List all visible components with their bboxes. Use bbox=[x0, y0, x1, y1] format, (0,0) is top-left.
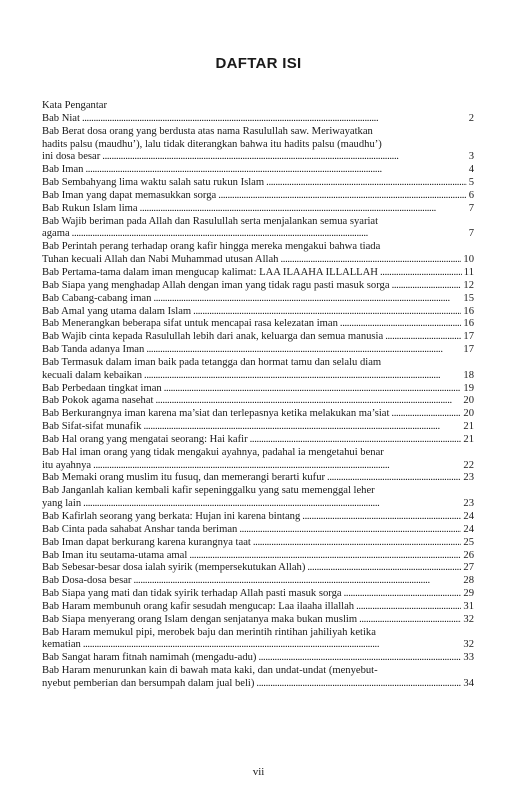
toc-entry-label: Bab Iman bbox=[42, 164, 84, 176]
toc-entry-line bbox=[42, 575, 474, 588]
toc-entry-label: Bab Iman yang dapat memasukkan sorga bbox=[42, 189, 217, 201]
dot-leader bbox=[189, 550, 461, 563]
toc-entry-label: Bab Sifat-sifat munafik bbox=[42, 421, 142, 433]
toc-entry-text-line: Bab Hal iman orang yang tidak mengakui ayahnya, padahal ia mengetahui benar bbox=[42, 446, 384, 458]
toc-entry-page: 32 bbox=[463, 613, 474, 625]
toc-entry-line bbox=[42, 498, 474, 511]
dot-leader bbox=[143, 421, 461, 434]
toc-entry-page: 17 bbox=[463, 331, 474, 343]
toc-entry-line bbox=[42, 408, 474, 421]
toc-entry-label: agama bbox=[42, 228, 70, 240]
toc-entry bbox=[42, 280, 474, 293]
toc-entry bbox=[42, 665, 474, 691]
toc-entry-page: 29 bbox=[463, 588, 474, 600]
toc-entry-page: 16 bbox=[463, 305, 474, 317]
toc-entry-line bbox=[42, 164, 474, 177]
toc-entry-label: Bab Sembahyang lima waktu salah satu rukun Islam bbox=[42, 177, 265, 189]
toc-entry bbox=[42, 331, 474, 344]
toc-entry-page: 11 bbox=[463, 266, 474, 278]
toc-entry-label: ini dosa besar bbox=[42, 151, 101, 163]
toc-entry-label: Bab Siapa yang menghadap Allah dengan iman yang tidak ragu pasti masuk sorga bbox=[42, 279, 390, 291]
toc-entry-label: Bab Haram membunuh orang kafir sesudah mengucap: Laa ilaaha illallah bbox=[42, 600, 355, 612]
toc-entry-line bbox=[42, 614, 474, 627]
toc-entry-line bbox=[42, 318, 474, 331]
dot-leader bbox=[380, 267, 462, 280]
toc-entry-line bbox=[42, 652, 474, 665]
toc-entry-label: Bab Hal orang yang mengatai seorang: Hai kafir bbox=[42, 433, 248, 445]
toc-entry-page: 2 bbox=[468, 112, 474, 124]
dot-leader bbox=[218, 190, 466, 203]
toc-entry-label: Bab Perbedaan tingkat iman bbox=[42, 382, 162, 394]
toc-entry bbox=[42, 447, 474, 473]
toc-intro: Kata Pengantar bbox=[42, 100, 108, 111]
toc-entry-line bbox=[42, 537, 474, 550]
toc-entry-page: 24 bbox=[463, 511, 474, 522]
toc-entry-line bbox=[42, 421, 474, 434]
toc-entry bbox=[42, 511, 474, 524]
toc-entry-page: 6 bbox=[468, 189, 474, 201]
toc-entry-label: Bab Siapa yang mati dan tidak syirik terhadap Allah pasti masuk sorga bbox=[42, 588, 342, 600]
toc-entry-label: Bab Cinta pada sahabat Anshar tanda beriman bbox=[42, 523, 238, 535]
toc-entry bbox=[42, 164, 474, 177]
dot-leader bbox=[83, 498, 461, 511]
toc-entry-label: Bab Memaki orang muslim itu fusuq, dan memerangi berarti kufur bbox=[42, 472, 326, 484]
dot-leader bbox=[144, 370, 461, 383]
dot-leader bbox=[239, 524, 461, 537]
toc-entry bbox=[42, 113, 474, 126]
toc-entry bbox=[42, 588, 474, 601]
dot-leader bbox=[164, 383, 462, 396]
toc-entry-page: 20 bbox=[463, 408, 474, 420]
toc-entry bbox=[42, 383, 474, 396]
toc-entry-line bbox=[42, 395, 474, 408]
toc-entry-line bbox=[42, 177, 474, 190]
toc-entry bbox=[42, 652, 474, 665]
toc-entry bbox=[42, 614, 474, 627]
toc-entry-text-line: hadits palsu (maudhu’), lalu tidak diterangkan bahwa itu hadits palsu (maudhu’) bbox=[42, 138, 382, 150]
toc-entry-line bbox=[42, 280, 474, 293]
toc-entry-line bbox=[42, 344, 474, 357]
toc-entry-page: 18 bbox=[463, 369, 474, 381]
dot-leader bbox=[83, 639, 462, 652]
toc-entry bbox=[42, 344, 474, 357]
toc-entry bbox=[42, 306, 474, 319]
toc-entry-line bbox=[42, 370, 474, 383]
toc-entry bbox=[42, 575, 474, 588]
toc-entry-page: 25 bbox=[463, 536, 474, 548]
toc-entry-label: nyebut pemberian dan bersumpah dalam jual beli) bbox=[42, 677, 255, 689]
toc-entry-line bbox=[42, 588, 474, 601]
toc-entry bbox=[42, 177, 474, 190]
toc-entry-line bbox=[42, 550, 474, 563]
dot-leader bbox=[102, 151, 466, 164]
page-title: DAFTAR ISI bbox=[215, 55, 302, 72]
toc-entry-line bbox=[42, 203, 474, 216]
toc-entry-page: 4 bbox=[468, 164, 474, 176]
dot-leader bbox=[82, 113, 467, 126]
toc-entry-line bbox=[42, 293, 474, 306]
toc-entry-page: 23 bbox=[463, 498, 474, 510]
toc-entry bbox=[42, 550, 474, 563]
toc-entry bbox=[42, 485, 474, 511]
toc-entry-text-line: Bab Haram memukul pipi, merobek baju dan merintih rintihan jahiliyah ketika bbox=[42, 626, 376, 638]
toc-entry-line bbox=[42, 331, 474, 344]
toc-entry-page: 33 bbox=[463, 652, 474, 664]
toc-entry bbox=[42, 601, 474, 614]
toc-entry-text-line: Bab Perintah perang terhadap orang kafir hingga mereka mengakui bahwa tiada bbox=[42, 241, 381, 253]
toc-entry-label: Bab Cabang-cabang iman bbox=[42, 292, 152, 304]
toc-entry-line bbox=[42, 228, 474, 241]
dot-leader bbox=[327, 472, 461, 485]
toc-entry-line bbox=[42, 460, 474, 473]
toc-entry-label: Bab Iman dapat berkurang karena kurangnya taat bbox=[42, 536, 251, 548]
toc-entry-page: 5 bbox=[468, 177, 474, 189]
toc-entry-label: Bab Menerangkan beberapa sifat untuk mencapai rasa kelezatan iman bbox=[42, 318, 338, 330]
dot-leader bbox=[72, 228, 467, 241]
toc-entry bbox=[42, 293, 474, 306]
toc-entry-label: Bab Sebesar-besar dosa ialah syirik (mempersekutukan Allah) bbox=[42, 562, 306, 574]
dot-leader bbox=[193, 306, 461, 319]
toc-entry-line bbox=[42, 524, 474, 537]
toc-entry-text-line: Bab Berat dosa orang yang berdusta atas nama Rasulullah saw. Meriwayatkan bbox=[42, 125, 373, 137]
toc-entry-page: 19 bbox=[463, 382, 474, 394]
dot-leader bbox=[146, 344, 461, 357]
toc-entry-label: kecuali dalam kebaikan bbox=[42, 369, 143, 381]
toc-entry-page: 21 bbox=[463, 433, 474, 445]
toc-entry-page: 7 bbox=[468, 228, 474, 240]
toc-entry-line bbox=[42, 383, 474, 396]
toc-entry bbox=[42, 267, 474, 280]
dot-leader bbox=[356, 601, 461, 614]
toc-entry-page: 7 bbox=[468, 202, 474, 214]
toc-entry bbox=[42, 395, 474, 408]
toc-entry-label: kematian bbox=[42, 639, 81, 651]
toc-entry-page: 12 bbox=[463, 279, 474, 291]
dot-leader bbox=[302, 511, 461, 524]
toc-entry-page: 3 bbox=[468, 151, 474, 163]
toc-entry-label: Bab Wajib cinta kepada Rasulullah lebih dari anak, keluarga dan semua manusia bbox=[42, 331, 384, 343]
toc-entry bbox=[42, 562, 474, 575]
dot-leader bbox=[391, 408, 461, 421]
dot-leader bbox=[156, 395, 462, 408]
toc-entry-line bbox=[42, 511, 474, 524]
toc-entry-line bbox=[42, 434, 474, 447]
toc-entry-line bbox=[42, 562, 474, 575]
toc-entry-label: Bab Niat bbox=[42, 112, 80, 124]
toc-entry-label: Bab Berkurangnya iman karena ma’siat dan terlepasnya ketika melakukan ma’siat bbox=[42, 408, 390, 420]
toc-entry-line bbox=[42, 254, 474, 267]
toc-entry bbox=[42, 434, 474, 447]
dot-leader bbox=[256, 678, 461, 691]
page-number: vii bbox=[252, 766, 265, 778]
toc-entry-page: 34 bbox=[463, 677, 474, 689]
toc-entry bbox=[42, 537, 474, 550]
dot-leader bbox=[133, 575, 461, 588]
dot-leader bbox=[253, 537, 462, 550]
toc-entry-line bbox=[42, 639, 474, 652]
toc-entry-label: itu ayahnya bbox=[42, 459, 92, 471]
toc-entry-label: Bab Siapa menyerang orang Islam dengan senjatanya maka bukan muslim bbox=[42, 613, 358, 625]
toc-entry-page: 22 bbox=[463, 459, 474, 471]
toc-entry bbox=[42, 421, 474, 434]
toc-entry-page: 20 bbox=[463, 395, 474, 407]
toc-entry-page: 26 bbox=[463, 549, 474, 561]
dot-leader bbox=[153, 293, 461, 306]
toc-entry-line bbox=[42, 601, 474, 614]
dot-leader bbox=[344, 588, 462, 601]
toc-entry-label: Bab Sangat haram fitnah namimah (mengadu-adu) bbox=[42, 652, 257, 664]
toc-entry-text-line: Bab Termasuk dalam iman baik pada tetangga dan hormat tamu dan selalu diam bbox=[42, 356, 382, 368]
toc-entry-line bbox=[42, 472, 474, 485]
toc-entry-page: 17 bbox=[463, 344, 474, 356]
toc-entry bbox=[42, 190, 474, 203]
toc-entry-text-line: Bab Wajib beriman pada Allah dan Rasulullah serta menjalankan semua syariat bbox=[42, 215, 379, 227]
dot-leader bbox=[85, 164, 466, 177]
toc-entry-line bbox=[42, 151, 474, 164]
toc-entry-page: 32 bbox=[463, 639, 474, 651]
toc-entry-label: Bab Rukun Islam lima bbox=[42, 202, 138, 214]
toc-entry-page: 23 bbox=[463, 472, 474, 484]
toc-entry bbox=[42, 241, 474, 267]
toc-entry bbox=[42, 357, 474, 383]
dot-leader bbox=[93, 460, 461, 473]
dot-leader bbox=[340, 318, 462, 331]
toc-entry-text-line: Bab Janganlah kalian kembali kafir sepeninggalku yang satu memenggal leher bbox=[42, 485, 375, 497]
toc-entry-line bbox=[42, 678, 474, 691]
dot-leader bbox=[280, 254, 461, 267]
toc-entry-label: Bab Pokok agama nasehat bbox=[42, 395, 154, 407]
toc-entry-line bbox=[42, 306, 474, 319]
toc-entry-line bbox=[42, 190, 474, 203]
toc-entry bbox=[42, 627, 474, 653]
toc-entry-page: 10 bbox=[463, 254, 474, 266]
dot-leader bbox=[385, 331, 461, 344]
dot-leader bbox=[392, 280, 462, 293]
toc-entry-page: 28 bbox=[463, 575, 474, 587]
toc-entry-label: Bab Pertama-tama dalam iman mengucap kalimat: LAA ILAAHA ILLALLAH bbox=[42, 266, 378, 278]
toc-entry-line bbox=[42, 267, 474, 280]
toc-entry bbox=[42, 408, 474, 421]
toc-entry-label: yang lain bbox=[42, 498, 82, 510]
toc-entry-label: Bab Tanda adanya Iman bbox=[42, 344, 145, 356]
toc-entry-label: Bab Iman itu seutama-utama amal bbox=[42, 549, 188, 561]
toc-entry-text-line: Bab Haram menurunkan kain di bawah mata kaki, dan undat-undat (menyebut- bbox=[42, 665, 378, 677]
toc-entry-page: 15 bbox=[463, 292, 474, 304]
toc-entry-page: 27 bbox=[463, 562, 474, 574]
dot-leader bbox=[258, 652, 461, 665]
toc-entry-page: 24 bbox=[463, 523, 474, 535]
toc-entry bbox=[42, 126, 474, 165]
toc-entry-page: 31 bbox=[463, 600, 474, 612]
dot-leader bbox=[307, 562, 461, 575]
toc-entry bbox=[42, 203, 474, 216]
toc-entry-line bbox=[42, 113, 474, 126]
toc-entry bbox=[42, 472, 474, 485]
table-of-contents bbox=[42, 100, 474, 691]
dot-leader bbox=[266, 177, 467, 190]
dot-leader bbox=[140, 203, 467, 216]
toc-entry-label: Bab Kafirlah seorang yang berkata: Hujan ini karena bintang bbox=[42, 511, 301, 522]
toc-entry-page: 21 bbox=[463, 421, 474, 433]
toc-entry-label: Tuhan kecuali Allah dan Nabi Muhammad utusan Allah bbox=[42, 254, 279, 266]
dot-leader bbox=[359, 614, 461, 627]
toc-entries bbox=[42, 113, 474, 691]
toc-entry bbox=[42, 524, 474, 537]
toc-entry bbox=[42, 216, 474, 242]
toc-entry-label: Bab Amal yang utama dalam Islam bbox=[42, 305, 192, 317]
toc-entry-label: Bab Dosa-dosa besar bbox=[42, 575, 132, 587]
toc-entry-page: 16 bbox=[463, 318, 474, 330]
dot-leader bbox=[250, 434, 462, 447]
toc-entry bbox=[42, 318, 474, 331]
